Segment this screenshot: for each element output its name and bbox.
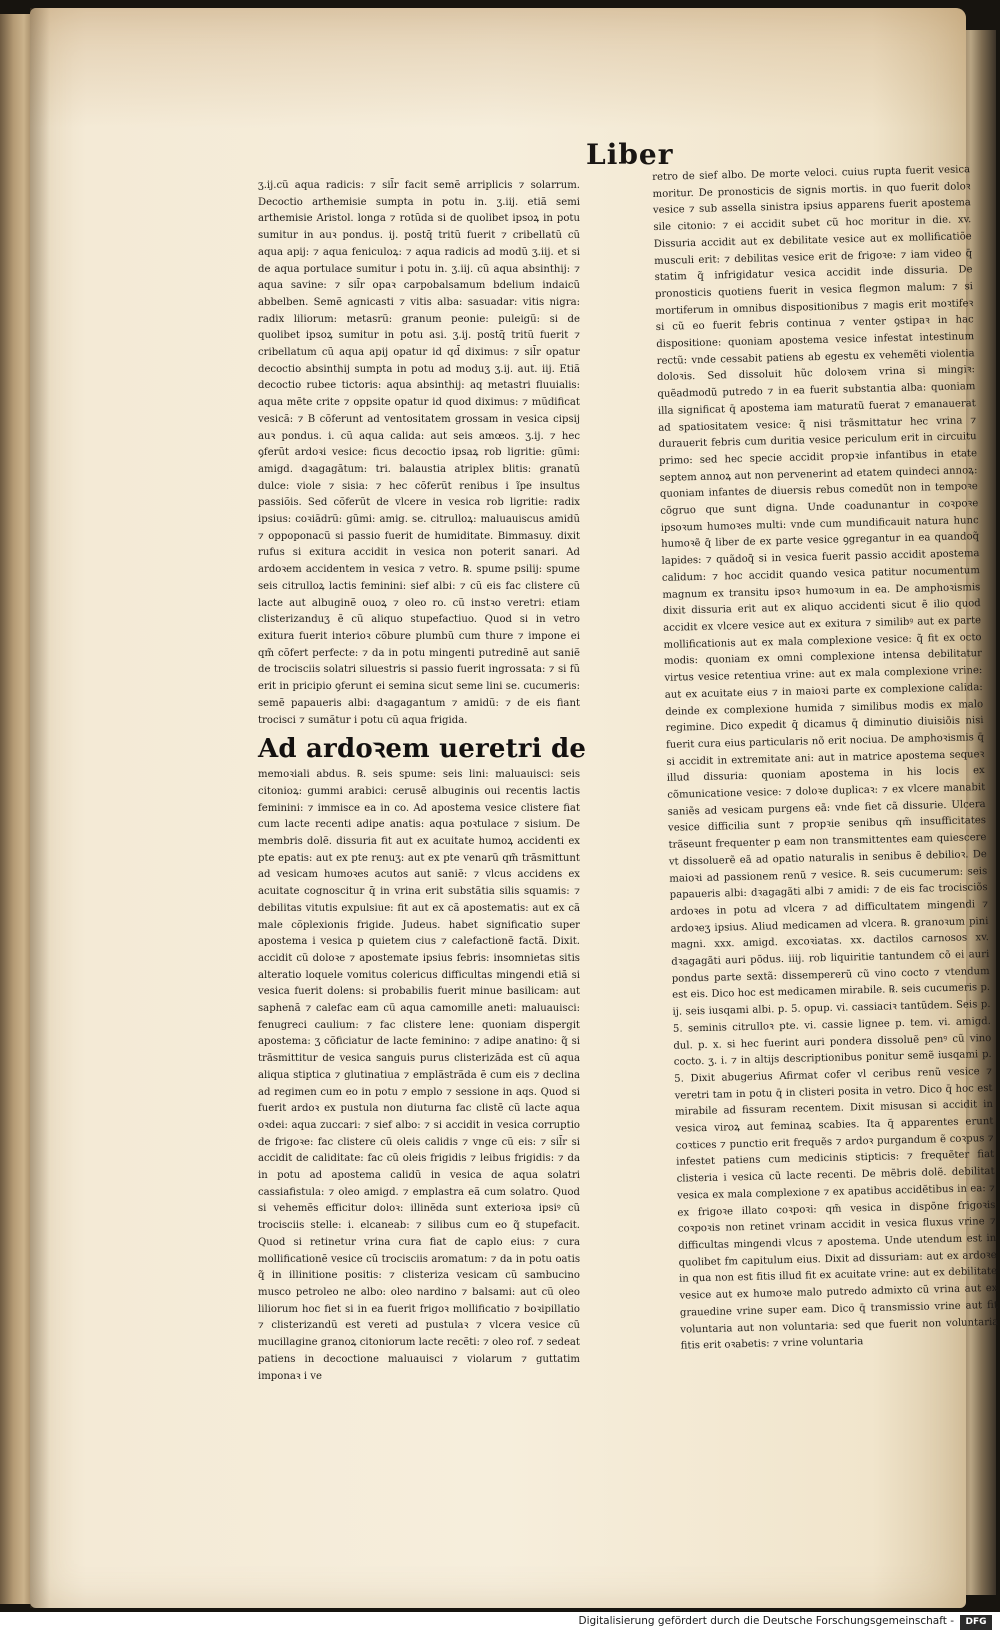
left-page-edges — [0, 14, 34, 1604]
digitization-footer — [0, 1612, 1000, 1634]
page-stain — [30, 8, 966, 128]
left-text-column — [258, 178, 587, 1382]
running-head: Liber — [586, 138, 674, 171]
left-column-text-top: ʒ.ij.cũ aqua radicis: ⁊ sil̄r facit semẽ arriplicis ⁊ solarrum. Decoctio arthemisie sumpta in potu in. ʒ.iij. etiã semi arthemisie Aristol. longa ⁊ rotũda si de quolibet ipsoꝝ in potu sumitur in auꝛ pondus. ij. postq̄ tritũ fuerit ⁊ cribellatũ cũ aqua apij: ⁊ aqua feniculoꝝ: ⁊ aqua radicis ad modũ ʒ.iij. et si de aqua portulace sumitur i potu in. ʒ.iij. cũ aqua absinthij: ⁊ aqua savine: ⁊ sil̄r opaꝛ carpobalsamum bdelium indaicũ abbelben. Semẽ agnicasti ⁊ vitis alba: sasuadar: vitis nigra: radix liliorum: metasrũ: granum peonie: puleigũ: si de quolibet ipsoꝝ sumitur in potu asi. ʒ.ij. postq̄ tritũ fuerit ⁊ cribellatum cũ aqua apij opatur id qd̄ diximus: ⁊ sil̄r opatur decoctio absinthij sumpta in potu ad moduʒ ʒ.ij. aut. iij. Etiã decoctio rubee tictoris: aqua absinthij: aq metastri fluuialis: aqua mẽte crite ⁊ oppsite opatur id quod diximus: ⁊ mũdificat vesicã: ⁊ B cõferunt ad ventositatem grossam in vesica cipsij auꝛ pondus. i. cũ aqua calida: aut seis amœos. ʒ.ij. ⁊ hec ꝯferũt ardoꝛi vesice: ficus decoctio ipsaꝝ rob ligritie: gũmi: amigd. dꝛagagãtum: tri. balaustia atriplex blitis: granatũ dulce: viole ⁊ sisia: ⁊ hec cõferũt renibus i ĩpe insultus passiõis. Sed cõferũt de vlcere in vesica rob ligritie: radix ipsius: coꝛiãdrũ: gũmi: amig. se. citrulloꝝ: maluauiscus amidũ ⁊ oppoponacũ si passio fuerit de humiditate. Bimmasuy. dixit rufus si exitura accidit in vesica non poterit sanari. Ad ardoꝛem accidentem in vesica ⁊ vetro. ℞. spume psilij: spume seis citrulloꝝ lactis feminini: sief albi: ⁊ cũ eis fac clistere cũ lacte aut albuginẽ ouoꝝ ⁊ oleo ro. cũ instꝛo veretri: etiam clisterizanduʒ ẽ cũ aliquo stupefactiuo. Quod si in vetro exitura fuerit interioꝛ cõbure plumbũ cum thure ⁊ impone ei qm̃ cõfert perfecte: ⁊ da in potu mingenti putredinẽ aut saniẽ de trocisciis solatri siluestris si passio fuerit ingrossata: ⁊ si fũ erit in pricipio ꝯferunt ei semina sicut seme lini se. cucumeris: semẽ papaueris albi: dꝛagagantum ⁊ amidũ: ⁊ de eis fiant trocisci ⁊ sumãtur i potu cũ aqua frigida. — [258, 180, 580, 726]
left-column-text-bottom: memoꝛiali abdus. ℞. seis spume: seis lini: maluauisci: seis citonioꝝ: gummi arabici: cerusẽ albuginis oui recentis lactis feminini: ⁊ immisce ea in co. Ad apostema vesice clistere fiat cum lacte recenti adipe anatis: aqua poꝛtulace ⁊ sisium. De membris dolẽ. dissuria fit aut ex acuitate humoꝝ accidenti ex pte epatis: aut ex pte renuʒ: aut ex pte venarũ qm̃ trãsmittunt ad vesicam humoꝛes acutos aut saniẽ: ⁊ vlcus accidens ex acuitate cognoscitur q̄ in vrina erit substãtia silis squamis: ⁊ debilitas vitutis expulsiue: fit aut ex cã apostematis: aut ex cã male cõplexionis frigide. Judeus. habet significatio super apostema i vesica p quietem cius ⁊ calefactionẽ factã. Dixit. accidit cũ doloꝛe ⁊ apostemate ipsius febris: insomnietas sitis alteratio loquele vomitus colericus difficultas mingendi etiã si vesica fuerit dolens: si probabilis fuerit minue basilicam: aut saphenã ⁊ calefac eam cũ aqua camomille aneti: maluauisci: fenugreci caulium: ⁊ fac clistere lene: quoniam dispergit apostema: ʒ cõficiatur de lacte feminino: ⁊ adipe anatino: q̃ si trãsmittitur de vesica sanguis purus clisterizãda est cũ aqua aliqua stiptica ⁊ glutinatiua ⁊ emplãstrãda ẽ cum eis ⁊ declina ad regimen cum eo in potu ⁊ emplo ⁊ sessione in aqs. Quod si fuerit ardoꝛ ex pustula non diuturna fac clistẽ cũ lacte aqua oꝛdei: aqua zuccari: ⁊ sief albo: ⁊ si accidit in vesica corruptio de frigoꝛe: fac clistere cũ oleis calidis ⁊ vnge cũ eis: ⁊ sil̄r si accidit de caliditate: fac cũ oleis frigidis ⁊ leibus frigidis: ⁊ da in potu ad apostema calidũ in vesica de aqua solatri cassiafistula: ⁊ oleo amigd. ⁊ emplastra eã cum solatro. Quod si vehemẽs efficitur doloꝛ: illinẽda sunt exterioꝛa ipsiꝰ cũ trocisciis stelle: i. elcaneab: ⁊ silibus cum eo q̃ stupefacit. Quod si retinetur vrina cura fiat de caplo eius: ⁊ cura mollificationẽ vesice cũ trocisciis aromatum: ⁊ da in potu oatis q̃ in illinitione positis: ⁊ clisteriza vesicam cũ sambucino musco petroleo ne albo: oleo nardino ⁊ balsami: aut cũ oleo liliorum hoc fiet si in ea fuerit frigoꝛ mollificatio ⁊ boꝛipillatio ⁊ clisterizandũ est vereti ad pustulaꝛ ⁊ vlcera vesice cũ mucillagine granoꝝ citoniorum lacte recẽti: ⁊ oleo rof. ⁊ sedeat patiens in decoctione maluauisci ⁊ violarum ⁊ guttatim imponaꝛ i ve — [258, 769, 580, 1382]
footer-credit: Digitalisierung gefördert durch die Deutsche Forschungsgemeinschaft - — [578, 1615, 954, 1627]
section-heading: Ad ardoꝛem ueretri de — [258, 734, 587, 765]
dfg-logo: DFG — [960, 1615, 992, 1630]
gutter-shadow — [30, 8, 50, 1608]
right-column-text: retro de sief albo. De morte veloci. cuius rupta fuerit vesica moritur. De pronosticis de signis mortis. in quo fuerit doloꝛ vesice ⁊ sub assella sinistra ipsius apparens fuerit apostema sile citonio: ⁊ ei accidit subet cũ hoc moritur in die. xv. Dissuria accidit aut ex debilitate vesice aut ex mollificatiõe musculi erit: ⁊ debilitas vesice erit de frigoꝛe: ⁊ iam video q̄ statim q̃ infrigidatur vesica accidit inde dissuria. De pronosticis quotiens fuerit in vesica flegmon malum: ⁊ si mortiferum in omnibus dispositionibus ⁊ magis erit moꝛtifeꝛ si cũ eo fuerit febris continua ⁊ venter ꝯstipaꝛ in hac dispositione: quoniam apostema vesice infestat intestinum rectũ: vnde cessabit patiens ab egestu ex vehemẽti violentia doloꝛis. Sed dissoluit hũc doloꝛem vrina si mingiꝛ: quẽadmodũ putredo ⁊ in ea fuerit substantia alba: quoniam illa significat q̄ apostema iam maturatũ fuerat ⁊ emanauerat ad spatiositatem vesice: q̃ nisi trãsmittatur hec vrina ⁊ durauerit febris cum duritia vesice periculum erit in circuitu primo: sed hec specie accidit propꝛie infantibus in etate septem annoꝝ aut non pervenerint ad etatem quindeci annoꝝ: quoniam infantes de diuersis rebus comedũt non in tempoꝛe cõgruo que sunt digna. Unde coadunantur in coꝛpoꝛe ipsoꝛum humoꝛes multi: vnde cum mundificauit natura hunc humoꝛẽ q̃ liber de ex parte vesice ꝯgregantur in ea quandoq̃ lapides: ⁊ quãdoq̃ si in vesica fuerit passio accidit apostema calidum: ⁊ hoc accidit quando vesica patitur nocumentum magnum ex transitu ipsoꝛ humoꝛum in ea. De amphoꝛismis dixit dissuria erit aut ex aliquo accidenti sicut ẽ ilio quod accidit ex vlcere vesice aut ex exitura ⁊ similibꝰ aut ex parte mollificationis aut ex mala complexione vesice: q̃ fit ex octo modis: quoniam ex omni complexione intensa debilitatur virtus vesice retentiua vrine: aut ex mala complexione vrine: aut ex acuitate eius ⁊ in maioꝛi parte ex complexione calida: deinde ex complexione humida ⁊ similibus modis ex malo regimine. Dico expedit q̄ dicamus q̄ diminutio diuisiõis nisi fuerit cura eius particularis nõ erit nociua. De amphoꝛismis q̄ si accidit in extremitate ani: aut in matrice apostema sequeꝛ illud dissuria: quoniam apostema in his locis ex cõmunicatione vesice: ⁊ doloꝛe duplicaꝛ: ⁊ ex vlcere manabit saniẽs ad vesicam purgens eã: vnde fiet cã dissurie. Ulcera vesice difficilia sunt ⁊ propꝛie senibus qm̃ insufficitates trãseunt frequenter p eam non transmittentes eam quiescere vt dissoluerẽ eã ad opatio naturalis in senibus ẽ debilioꝛ. De maioꝛi ad passionem renũ ⁊ vesice. ℞. seis cucumerum: seis papaueris albi: dꝛagagãti albi ⁊ amidi: ⁊ de eis fac trocisciõs ardoꝛes in potu ad vlcera ⁊ ad difficultatem mingendi ⁊ ardoꝛeʒ ipsius. Aliud medicamen ad vlcera. ℞. granoꝛum pini magni. xxx. amigd. excoꝛiatas. xx. dactilos carnosos xv. dꝛagagãti auri põdus. iiij. rob liquiritie tantundem cõ ei auri pondus parte sextã: dissempererũ cũ vino cocto ⁊ vtendum est eis. Dico hoc est medicamen mirabile. ℞. seis cucumeris p. ij. seis iusqami albi. p. 5. opup. vi. cassiaciꝛ tantũdem. Seis p. 5. seminis citrulloꝛ pte. vi. cassie lignee p. tem. vi. amigd. dul. p. x. si hec fuerint auri pondera dissoluẽ penꝰ cũ vino cocto. ʒ. i. ⁊ in altijs descriptionibus ponitur semẽ iusqami p. 5. Dixit abugerius Afirmat cofer vl ceribus renũ vesice ⁊ veretri tam in potu q̄ in clisteri posita in vetro. Dico q̄ hoc est mirabile ad fissuram recentem. Dixit misusan si accidit in vesica viroꝝ aut feminaꝝ scabies. Ita q̄ apparentes erunt coꝛtices ⁊ punctio erit frequẽs ⁊ ardoꝛ purgandum ẽ coꝛpus ⁊ infestet patiens cum medicinis stipticis: ⁊ frequẽter fiat clisteria i vesica cũ lacte recenti. De mẽbris dolẽ. debilitat vesica ex mala complexione ⁊ ex apatibus accidẽtibus in ea: ⁊ ex frigoꝛe illato coꝛpoꝛi: qm̃ vesica in dispõne frigoꝛis coꝛpoꝛis non retinet vrinam accidit in vesica fluxus vrine ⁊ difficultas mingendi vlcus ⁊ apostema. Unde utendum est in quolibet fm capitulum eius. Dixit ad dissuriam: aut ex ardoꝛe in qua non est fitis illud fit ex acuitate vrine: aut ex debilitate vesice aut ex humoꝛe malo putredo admixto cũ vrina aut ex grauedine vrine super eam. Dico q̄ transmissio vrine aut fit voluntaria aut non voluntaria: sed que fuerit non voluntaria fitis erit oꝛabetis: ⁊ vrine voluntaria — [652, 164, 999, 1352]
right-text-column — [652, 162, 999, 1352]
